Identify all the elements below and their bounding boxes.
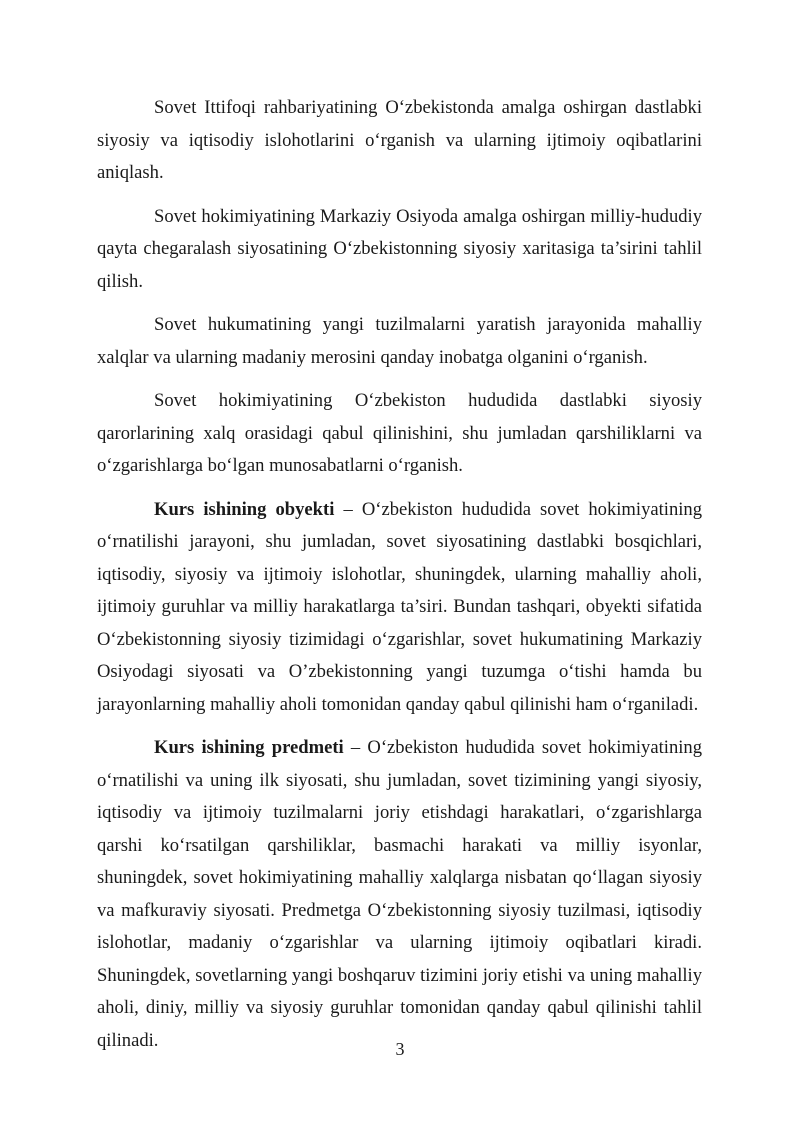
paragraph-text: Sovet hukumatining yangi tuzilmalarni yaratish jarayonida mahalliy xalqlar va ularning madaniy merosini qanday inobatga olganini o‘rganish.: [97, 314, 702, 368]
paragraph-goal-reception: [97, 385, 702, 483]
subject-term: Kurs ishining predmeti: [154, 737, 344, 758]
page-number: 3: [395, 1039, 405, 1059]
paragraph-goal-delimitation: [97, 201, 702, 299]
paragraph-course-subject: [97, 732, 702, 1057]
paragraph-text: Sovet Ittifoqi rahbariyatining O‘zbekistonda amalga oshirgan dastlabki siyosiy va iqtisodiy islohotlarini o‘rganish va ularning ijtimoiy oqibatlarini aniqlash.: [97, 97, 702, 183]
paragraph-goal-heritage: [97, 309, 702, 374]
body-text: [97, 92, 702, 1068]
paragraph-text: Sovet hokimiyatining Markaziy Osiyoda amalga oshirgan milliy-hududiy qayta chegaralash siyosatining O‘zbekistonning siyosiy xaritasiga ta’sirini tahlil qilish.: [97, 205, 702, 292]
object-term: Kurs ishining obyekti: [154, 498, 335, 520]
object-text: – O‘zbekiston hududida sovet hokimiyatining o‘rnatilishi jarayoni, shu jumladan, sovet siyosatining dastlabki bosqichlari, iqtisodiy, siyosiy va ijtimoiy islohotlar, shuningdek, ularning mahalliy aholi, ijtimoiy guruhlar va milliy harakatlarga ta’siri. Bundan tashqari, obyekti sifatida O‘zbekistonning siyosiy tizimidagi o‘zgarishlar, sovet hukumatining Markaziy Osiyodagi siyosati va O’zbekistonning yangi tuzumga o‘tishi hamda bu jarayonlarning mahalliy aholi tomonidan qanday qabul qilinishi ham o‘rganiladi.: [97, 498, 703, 715]
paragraph-goal-reforms: [97, 92, 702, 190]
subject-text: – O‘zbekiston hududida sovet hokimiyatining o‘rnatilishi va uning ilk siyosati, shu jumladan, sovet tizimining yangi siyosiy, iqtisodiy va ijtimoiy tuzilmalarni joriy etishdagi harakatlari, o‘zgarishlarga qarshi ko‘rsatilgan qarshiliklar, basmachi harakati va milliy isyonlar, shuningdek, sovet hokimiyatining mahalliy xalqlarga nisbatan qo‘llagan siyosiy va mafkuraviy siyosati. Predmetga O‘zbekistonning siyosiy tuzilmasi, iqtisodiy islohotlar, madaniy o‘zgarishlar va ularning ijtimoiy oqibatlari kiradi. Shuningdek, sovetlarning yangi boshqaruv tizimini joriy etishi va uning mahalliy aholi, diniy, milliy va siyosiy guruhlar tomonidan qanday qabul qilinishi tahlil qilinadi.: [97, 737, 703, 1051]
paragraph-text: Sovet hokimiyatining O‘zbekiston hududida dastlabki siyosiy qarorlarining xalq orasidagi qabul qilinishini, shu jumladan qarshiliklarni va o‘zgarishlarga bo‘lgan munosabatlarni o‘rganish.: [97, 390, 702, 476]
paragraph-course-object: [97, 494, 702, 722]
